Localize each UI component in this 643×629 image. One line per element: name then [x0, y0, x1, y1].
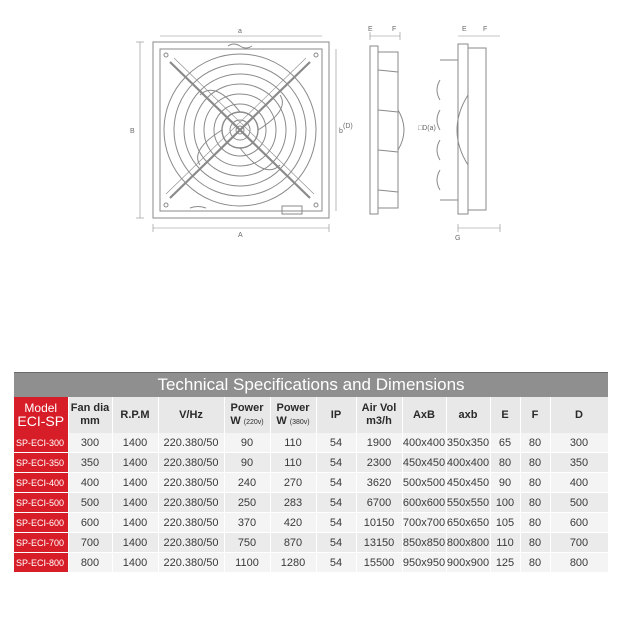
- label-side2-F: F: [483, 26, 488, 33]
- cell-f: 80: [520, 493, 550, 513]
- cell-p380: 283: [270, 493, 316, 513]
- label-side2-G: G: [455, 235, 461, 242]
- cell-axb: 950x950: [402, 553, 446, 573]
- cell-d: 800: [550, 553, 608, 573]
- cell-ip: 54: [316, 453, 356, 473]
- cell-rpm: 1400: [112, 433, 158, 453]
- cell-p380: 110: [270, 453, 316, 473]
- table-row: [14, 473, 608, 493]
- cell-fan: 300: [68, 433, 112, 453]
- cell-f: 80: [520, 533, 550, 553]
- cell-f: 80: [520, 433, 550, 453]
- header-F: F: [520, 397, 550, 433]
- cell-axb: 450x450: [402, 453, 446, 473]
- cell-axb: 600x600: [402, 493, 446, 513]
- cell-fan: 500: [68, 493, 112, 513]
- cell-air: 6700: [356, 493, 402, 513]
- label-side2-E: E: [462, 26, 467, 33]
- cell-d: 400: [550, 473, 608, 493]
- cell-d: 300: [550, 433, 608, 453]
- cell-rpm: 1400: [112, 553, 158, 573]
- table-row: [14, 433, 608, 453]
- cell-model: SP-ECI-400: [14, 473, 68, 493]
- table-row: [14, 533, 608, 553]
- cell-vhz: 220.380/50: [158, 533, 224, 553]
- cell-rpm: 1400: [112, 493, 158, 513]
- header-model: Model ECI-SP: [14, 397, 68, 433]
- header-power-220: Power W (220v): [224, 397, 270, 433]
- header-AxB: AxB: [402, 397, 446, 433]
- cell-e: 100: [490, 493, 520, 513]
- cell-ip: 54: [316, 553, 356, 573]
- label-a: a: [238, 28, 242, 35]
- label-side2-D: □D(a): [418, 125, 436, 132]
- cell-f: 80: [520, 553, 550, 573]
- cell-p380: 270: [270, 473, 316, 493]
- cell-e: 80: [490, 453, 520, 473]
- cell-air: 10150: [356, 513, 402, 533]
- cell-air: 1900: [356, 433, 402, 453]
- cell-d: 700: [550, 533, 608, 553]
- cell-rpm: 1400: [112, 473, 158, 493]
- spec-section: [14, 372, 608, 573]
- cell-vhz: 220.380/50: [158, 453, 224, 473]
- cell-model: SP-ECI-350: [14, 453, 68, 473]
- cell-p380: 1280: [270, 553, 316, 573]
- cell-fan: 800: [68, 553, 112, 573]
- cell-ip: 54: [316, 433, 356, 453]
- cell-vhz: 220.380/50: [158, 553, 224, 573]
- cell-p220: 250: [224, 493, 270, 513]
- cell-model: SP-ECI-600: [14, 513, 68, 533]
- header-ip: IP: [316, 397, 356, 433]
- cell-d: 600: [550, 513, 608, 533]
- cell-vhz: 220.380/50: [158, 433, 224, 453]
- header-D: D: [550, 397, 608, 433]
- table-row: [14, 553, 608, 573]
- label-A: A: [238, 232, 243, 239]
- header-air-vol: Air Vol m3/h: [356, 397, 402, 433]
- cell-axb: 500x500: [402, 473, 446, 493]
- cell-model: SP-ECI-700: [14, 533, 68, 553]
- header-vhz: V/Hz: [158, 397, 224, 433]
- cell-air: 15500: [356, 553, 402, 573]
- cell-ip: 54: [316, 473, 356, 493]
- cell-fan: 400: [68, 473, 112, 493]
- cell-model: SP-ECI-800: [14, 553, 68, 573]
- cell-f: 80: [520, 473, 550, 493]
- label-b: b: [339, 128, 343, 135]
- cell-model: SP-ECI-500: [14, 493, 68, 513]
- cell-axb: 350x350: [446, 433, 490, 453]
- label-B: B: [130, 128, 135, 135]
- cell-p380: 870: [270, 533, 316, 553]
- cell-d: 350: [550, 453, 608, 473]
- cell-air: 13150: [356, 533, 402, 553]
- cell-axb: 650x650: [446, 513, 490, 533]
- cell-axb: 550x550: [446, 493, 490, 513]
- cell-fan: 350: [68, 453, 112, 473]
- label-side1-F: F: [392, 26, 397, 33]
- cell-ip: 54: [316, 493, 356, 513]
- cell-model: SP-ECI-300: [14, 433, 68, 453]
- spec-title: Technical Specifications and Dimensions: [14, 372, 608, 397]
- cell-axb: 900x900: [446, 553, 490, 573]
- cell-axb: 400x400: [402, 433, 446, 453]
- spec-header-row: [14, 397, 608, 433]
- header-E: E: [490, 397, 520, 433]
- header-rpm: R.P.M: [112, 397, 158, 433]
- header-fan-dia: Fan dia mm: [68, 397, 112, 433]
- header-power-380: Power W (380v): [270, 397, 316, 433]
- cell-p220: 370: [224, 513, 270, 533]
- cell-e: 125: [490, 553, 520, 573]
- side-view-1-frame: [370, 46, 378, 214]
- cell-e: 90: [490, 473, 520, 493]
- cell-rpm: 1400: [112, 453, 158, 473]
- cell-vhz: 220.380/50: [158, 513, 224, 533]
- cell-p220: 240: [224, 473, 270, 493]
- side-view-2-frame: [458, 44, 468, 214]
- cell-fan: 600: [68, 513, 112, 533]
- cell-axb: 450x450: [446, 473, 490, 493]
- cell-e: 110: [490, 533, 520, 553]
- label-side1-D: (D): [343, 123, 353, 130]
- cell-e: 105: [490, 513, 520, 533]
- cell-axb: 800x800: [446, 533, 490, 553]
- cell-ip: 54: [316, 513, 356, 533]
- cell-air: 2300: [356, 453, 402, 473]
- cell-p220: 1100: [224, 553, 270, 573]
- cell-rpm: 1400: [112, 513, 158, 533]
- cell-vhz: 220.380/50: [158, 473, 224, 493]
- cell-p220: 90: [224, 453, 270, 473]
- cell-p220: 90: [224, 433, 270, 453]
- header-axb: axb: [446, 397, 490, 433]
- cell-e: 65: [490, 433, 520, 453]
- cell-axb: 700x700: [402, 513, 446, 533]
- cell-p220: 750: [224, 533, 270, 553]
- cell-vhz: 220.380/50: [158, 493, 224, 513]
- cell-air: 3620: [356, 473, 402, 493]
- spec-table: [14, 397, 609, 573]
- cell-f: 80: [520, 513, 550, 533]
- table-row: [14, 493, 608, 513]
- cell-rpm: 1400: [112, 533, 158, 553]
- cell-fan: 700: [68, 533, 112, 553]
- cell-p380: 110: [270, 433, 316, 453]
- cell-axb: 400x400: [446, 453, 490, 473]
- cell-p380: 420: [270, 513, 316, 533]
- cell-f: 80: [520, 453, 550, 473]
- cell-d: 500: [550, 493, 608, 513]
- label-side1-E: E: [368, 26, 373, 33]
- cell-ip: 54: [316, 533, 356, 553]
- table-row: [14, 453, 608, 473]
- cell-axb: 850x850: [402, 533, 446, 553]
- table-row: [14, 513, 608, 533]
